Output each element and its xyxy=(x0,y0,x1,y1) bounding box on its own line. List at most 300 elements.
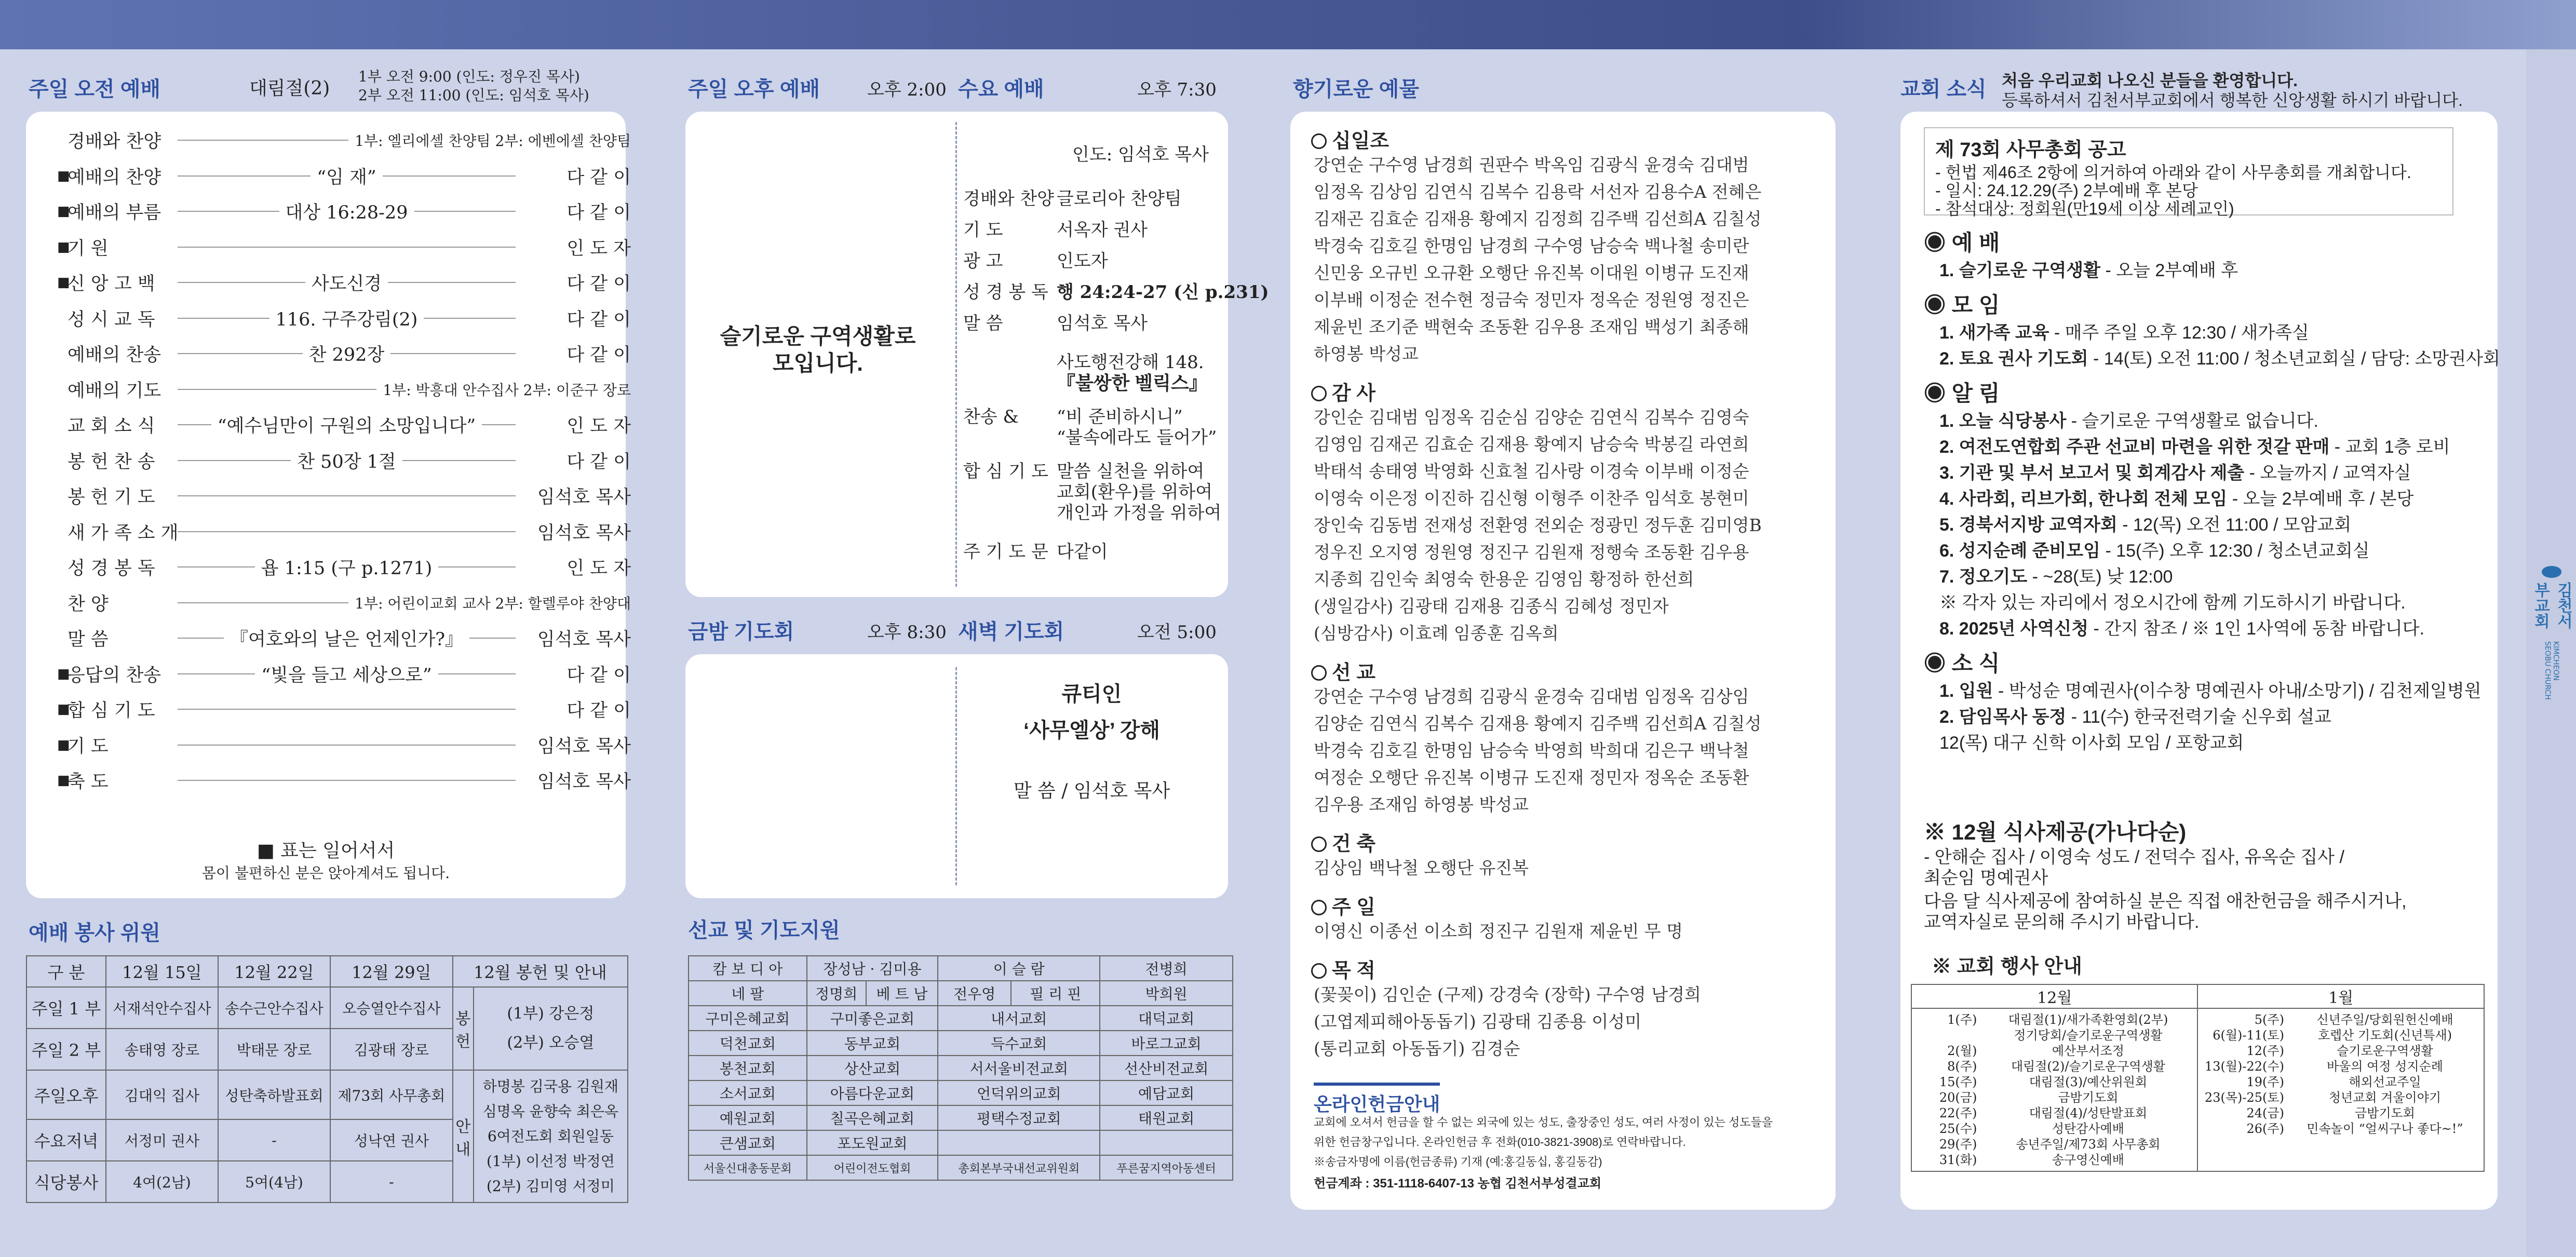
offering-names: (꽃꽂이) 김인순 (구제) 강경숙 (장학) 구수영 남경희 xyxy=(1314,984,1701,1005)
news-item-heading: 1. 슬기로운 구역생활 xyxy=(1939,261,2100,280)
team-cell: 서정미 권사 xyxy=(106,1119,218,1161)
mission-cell: 큰샘교회 xyxy=(689,1130,807,1155)
news-item xyxy=(1939,344,2500,370)
service-team-title: 예배 봉사 위원 xyxy=(29,922,161,944)
offering-names: 김상임 백낙철 오행단 유진복 xyxy=(1314,858,1529,878)
order-row xyxy=(57,729,631,761)
standing-marker: ■ xyxy=(57,168,70,184)
leader-line xyxy=(402,460,516,461)
news-item xyxy=(1939,432,2450,458)
mission-cell: 네 팔 xyxy=(689,981,807,1006)
event-entry: 13(월)-22(수) xyxy=(2204,1059,2284,1074)
order-leader: 다 같 이 xyxy=(567,665,631,686)
morning-time-1: 1부 오전 9:00 (인도: 정우진 목사) xyxy=(358,68,580,85)
order-label: 말 씀 xyxy=(68,629,109,650)
news-item-heading: 2. 담임목사 동정 xyxy=(1939,707,2067,727)
annae-entry: (2부) 김미영 서정미 xyxy=(486,1177,615,1195)
wednesday-time: 오후 7:30 xyxy=(1137,79,1217,100)
offering-group xyxy=(1311,125,1389,153)
event-entry: 정기당회/슬기로운구역생활 xyxy=(2014,1028,2163,1043)
order-leader: 다 같 이 xyxy=(567,309,631,330)
order-leader: 임석호 목사 xyxy=(537,487,631,508)
mission-cell xyxy=(938,1130,1100,1155)
news-section-head: ◉ 모 임 xyxy=(1924,293,2000,317)
order-label: 기 도 xyxy=(68,736,109,757)
leader-line xyxy=(178,247,516,248)
annae-entry: 심명옥 윤향숙 최은옥 xyxy=(482,1102,618,1120)
event-entry: 대림절(3)/예산위원회 xyxy=(2029,1075,2148,1089)
team-header: 12월 22일 xyxy=(218,956,330,987)
news-item-detail: - 오늘까지 / 교역자실 xyxy=(2244,463,2411,483)
top-banner xyxy=(0,0,2576,49)
team-cell: 4여(2남) xyxy=(106,1161,218,1202)
offering-names: 박태석 송태영 박영화 신효철 김사랑 이경숙 이부배 이정순 xyxy=(1314,461,1749,481)
order-row xyxy=(57,125,631,156)
radio-bullet-icon xyxy=(1311,386,1327,401)
order-label: 성 경 봉 독 xyxy=(68,558,155,579)
annae-label: 안내 xyxy=(453,1070,474,1202)
event-entry: 대림절(1)/새가족환영회(2부) xyxy=(2008,1012,2168,1027)
team-row-label: 주일오후 xyxy=(26,1070,106,1119)
dawn-line-1: 큐티인 xyxy=(1061,683,1122,706)
team-row-label: 주일 2 부 xyxy=(26,1029,106,1070)
offering-names: 이영숙 이은정 이진하 김신형 이형주 이찬주 임석호 봉현미 xyxy=(1314,488,1749,508)
news-item xyxy=(1939,614,2424,640)
order-leader: 다 같 이 xyxy=(567,700,631,721)
team-cell: 서재석안수집사 xyxy=(106,987,218,1029)
prayer-item: 개인과 가정을 위하여 xyxy=(1057,503,1222,523)
team-cell: 5여(4남) xyxy=(218,1161,330,1202)
meal-line: 최순임 명예권사 xyxy=(1924,868,2048,888)
team-cell: 박태문 장로 xyxy=(218,1029,330,1070)
notice-title: 제 73회 사무총회 공고 xyxy=(1935,139,2126,161)
news-item-heading: 7. 정오기도 xyxy=(1939,567,2028,587)
order-label: 찬 양 xyxy=(68,593,109,615)
order-label: 경배와 찬양 xyxy=(68,131,161,152)
team-cell: 송태영 장로 xyxy=(106,1029,218,1070)
wednesday-value: 인도자 xyxy=(1057,251,1108,272)
morning-title: 주일 오전 예배 xyxy=(29,78,161,101)
events-month: 12월 xyxy=(1911,984,2197,1008)
event-entry xyxy=(2288,1152,2481,1168)
standing-marker: ■ xyxy=(57,701,70,717)
offering-names: 지종희 김인숙 최영숙 한용운 김영임 황정하 한선희 xyxy=(1314,569,1694,589)
event-entry: 대림절(2)/슬기로운구역생활 xyxy=(2011,1059,2165,1074)
news-item-heading: 5. 경북서지방 교역자회 xyxy=(1939,515,2118,535)
order-label: 봉 헌 기 도 xyxy=(68,487,155,508)
news-item-heading: 1. 오늘 식당봉사 xyxy=(1939,411,2067,431)
event-entry xyxy=(2200,1137,2284,1152)
event-entry xyxy=(1914,1028,1977,1043)
standing-marker: ■ xyxy=(57,275,70,290)
news-item-detail: - 오늘 2부예배 후 xyxy=(2100,261,2238,280)
mission-cell: 선산비전교회 xyxy=(1100,1056,1233,1080)
offering-names: (고엽제피해아동돕기) 김광태 김종용 이성미 xyxy=(1314,1011,1642,1032)
news-item-heading: 8. 2025년 사역신청 xyxy=(1939,619,2089,639)
news-item xyxy=(1939,536,2370,562)
mission-cell: 언덕위의교회 xyxy=(938,1080,1100,1105)
order-row xyxy=(57,303,631,334)
mission-cell: 포도원교회 xyxy=(807,1130,938,1155)
leader-line xyxy=(390,353,516,354)
news-item-detail: - 교회 1층 로비 xyxy=(2329,437,2450,457)
sermon-title: 『불쌍한 벨릭스』 xyxy=(1057,372,1208,394)
bongheon-entry: (2부) 오승열 xyxy=(507,1034,595,1052)
event-entry: 8(주) xyxy=(1947,1059,1977,1074)
news-item-heading: 4. 사라회, 리브가회, 한나회 전체 모임 xyxy=(1939,489,2228,509)
offering-names: 임정옥 김상임 김연식 김복수 김용락 서선자 김용수A 전혜은 xyxy=(1314,182,1762,202)
logo-name: 김천서부교회 xyxy=(2531,582,2572,629)
news-item-detail: ※ 각자 있는 자리에서 정오시간에 함께 기도하시기 바랍니다. xyxy=(1939,593,2406,613)
prayer-item: 말씀 실천을 위하여 xyxy=(1057,461,1205,482)
radio-bullet-icon xyxy=(1311,133,1327,149)
offerings-title: 향기로운 예물 xyxy=(1293,78,1419,101)
afternoon-line-2: 모입니다. xyxy=(773,351,863,375)
offering-names: 장인숙 김동범 전재성 전환영 전외순 정광민 정두훈 김미영B xyxy=(1314,515,1762,535)
hymn-1: “비 준비하시니” xyxy=(1057,407,1183,427)
news-item-heading: 6. 성지순례 준비모임 xyxy=(1939,541,2100,561)
event-entry: 31(화) xyxy=(1939,1153,1977,1167)
leader-line xyxy=(178,566,255,567)
leader-line xyxy=(178,602,348,603)
mission-cell: 전우영 xyxy=(938,981,1011,1006)
news-title: 교회 소식 xyxy=(1900,78,1987,101)
general-meeting-notice xyxy=(1924,127,2453,218)
mission-cell: 평택수정교회 xyxy=(938,1105,1100,1130)
mission-cell: 대덕교회 xyxy=(1100,1006,1233,1031)
order-content: 116. 구주강림(2) xyxy=(275,309,418,330)
order-row xyxy=(57,409,631,440)
wednesday-label: 광 고 xyxy=(963,251,1003,272)
annae-list xyxy=(474,1070,628,1202)
news-item-heading: 1. 입원 xyxy=(1939,681,1993,701)
order-leader: 다 같 이 xyxy=(567,167,631,188)
events-month: 1월 xyxy=(2197,984,2484,1008)
event-entry: 바울의 여정 성지순례 xyxy=(2327,1059,2443,1074)
order-label: 예배의 찬양 xyxy=(68,167,161,188)
mission-cell: 덕천교회 xyxy=(689,1031,807,1056)
event-entry: 금밤기도회 xyxy=(2355,1106,2415,1120)
meal-line: 다음 달 식사제공에 참여하실 분은 직접 애찬헌금을 해주시거나, xyxy=(1924,891,2407,911)
leader-line xyxy=(438,566,516,567)
leader-line xyxy=(178,709,516,710)
event-entry: 호렙산 기도회(신년특새) xyxy=(2317,1028,2452,1043)
offering-names: 김우용 조재임 하영봉 박성교 xyxy=(1314,794,1529,815)
order-content: 찬 50장 1절 xyxy=(297,451,396,472)
event-entry: 29(주) xyxy=(1939,1137,1977,1152)
news-item xyxy=(1939,484,2413,510)
mission-cell: 구미좋은교회 xyxy=(807,1006,938,1031)
offering-names: 김재곤 김효순 김재용 황예지 김정희 김주백 김선희A 김칠성 xyxy=(1314,209,1762,229)
news-item-heading: 1. 새가족 교육 xyxy=(1939,323,2049,343)
friday-title: 금밤 기도회 xyxy=(688,620,794,643)
mission-cell: 상산교회 xyxy=(807,1056,938,1080)
news-item xyxy=(1939,256,2238,281)
events-table xyxy=(1911,984,2485,1172)
mission-cell: 박희원 xyxy=(1100,981,1233,1006)
team-cell: - xyxy=(218,1119,330,1161)
mission-cell: 태원교회 xyxy=(1100,1105,1233,1130)
order-leader: 1부: 박흥대 안수집사 2부: 이준구 장로 xyxy=(383,381,631,399)
order-leader: 임석호 목사 xyxy=(537,629,631,650)
team-cell: 김광태 장로 xyxy=(330,1029,453,1070)
event-entry: 민속놀이 “얼씨구나 좋다~!” xyxy=(2307,1121,2463,1136)
mission-cell: 총회본부국내선교위원회 xyxy=(938,1155,1100,1180)
online-offering-title: 온라인헌금안내 xyxy=(1314,1083,1440,1116)
order-row xyxy=(57,587,631,618)
afternoon-time: 오후 2:00 xyxy=(867,79,947,100)
dawn-time: 오전 5:00 xyxy=(1137,622,1217,643)
mission-cell: 동부교회 xyxy=(807,1031,938,1056)
news-item-detail: - 매주 주일 오후 12:30 / 새가족실 xyxy=(2049,323,2309,343)
offering-names: 이부배 이정순 전수현 정금숙 정민자 정옥순 정원영 정진은 xyxy=(1314,290,1749,310)
news-item-detail: - ~28(토) 낮 12:00 xyxy=(2027,567,2173,587)
order-row xyxy=(57,267,631,298)
team-cell: 제73회 사무총회 xyxy=(330,1070,453,1119)
order-label: 응답의 찬송 xyxy=(68,665,161,686)
news-section-head: ◉ 소 식 xyxy=(1924,651,2000,675)
wednesday-label: 기 도 xyxy=(963,220,1003,240)
dawn-title: 새벽 기도회 xyxy=(958,620,1064,643)
order-content: “빛을 들고 세상으로” xyxy=(261,665,432,686)
event-entry: 6(월)-11(토) xyxy=(2213,1028,2284,1043)
offering-names: 강연순 구수영 남경희 권판수 박옥임 김광식 윤경숙 김대범 xyxy=(1314,155,1749,175)
meal-line: 교역자실로 문의해 주시기 바랍니다. xyxy=(1924,912,2200,932)
hymn-label: 찬송 & xyxy=(963,407,1019,427)
events-title: ※ 교회 행사 안내 xyxy=(1932,956,2082,978)
afternoon-line-1: 슬기로운 구역생활로 xyxy=(720,324,916,348)
offering-names: 강인순 김대범 임정옥 김순심 김양순 김연식 김복수 김영숙 xyxy=(1314,407,1749,427)
order-leader: 인 도 자 xyxy=(567,238,631,259)
dawn-line-2: ‘사무엘상’ 강해 xyxy=(1023,719,1160,742)
offering-group xyxy=(1311,656,1375,685)
church-logo xyxy=(2531,566,2572,701)
mission-cell: 칠곡은혜교회 xyxy=(807,1105,938,1130)
offering-group-name: 주 일 xyxy=(1332,897,1375,918)
mission-cell: 예원교회 xyxy=(689,1105,807,1130)
order-content: 찬 292장 xyxy=(308,345,385,366)
order-label: 봉 헌 찬 송 xyxy=(68,451,155,472)
event-entry: 22(주) xyxy=(1939,1106,1977,1120)
news-card xyxy=(1900,112,2498,1210)
event-entry: 5(주) xyxy=(2254,1012,2284,1027)
event-entry: 해외선교주일 xyxy=(2349,1075,2421,1089)
online-offering-note: ※송금자명에 이름(헌금종류) 기재 (예:홍길동십, 홍길동감) xyxy=(1314,1155,1602,1168)
leader-line xyxy=(178,460,291,461)
leader-line xyxy=(383,175,516,177)
mission-cell: 이 슬 람 xyxy=(938,956,1100,981)
team-cell: - xyxy=(330,1161,453,1202)
news-item-heading: 3. 기관 및 부서 보고서 및 회계감사 제출 xyxy=(1939,463,2245,483)
order-row xyxy=(57,338,631,369)
event-entry: 24(금) xyxy=(2246,1106,2284,1120)
team-header: 12월 15일 xyxy=(106,956,218,987)
sitting-note: 몸이 불편하신 분은 앉아계셔도 됩니다. xyxy=(201,864,450,882)
morning-time-2: 2부 오전 11:00 (인도: 임석호 목사) xyxy=(358,87,589,104)
leader-line xyxy=(178,424,211,425)
offering-names: 김영임 김재곤 김효순 김재용 황예지 남승숙 박봉길 라연희 xyxy=(1314,434,1749,454)
event-entry: 2(월) xyxy=(1947,1044,1977,1058)
news-item-detail: - 간지 참조 / ※ 1인 1사역에 동참 바랍니다. xyxy=(2088,619,2424,639)
leader-line xyxy=(178,140,348,141)
wednesday-leader: 인도: 임석호 목사 xyxy=(1072,144,1209,165)
mission-cell: 내서교회 xyxy=(938,1006,1100,1031)
event-entry: 대림절(4)/성탄발표회 xyxy=(2029,1106,2148,1120)
event-entry: 성탄감사예배 xyxy=(2052,1121,2124,1136)
event-entry: 송구영신예배 xyxy=(2052,1153,2124,1167)
bongheon-list xyxy=(474,987,628,1070)
annae-entry: 하명봉 김국용 김원재 xyxy=(482,1077,618,1095)
event-entry: 1(주) xyxy=(1947,1012,1977,1027)
offering-names: (심방감사) 이효례 임종훈 김옥희 xyxy=(1314,623,1559,643)
leader-line xyxy=(482,424,516,425)
offering-group-name: 선 교 xyxy=(1332,662,1375,684)
mission-cell: 베 트 남 xyxy=(866,981,938,1006)
news-item-heading: 2. 여전도연합회 주관 선교비 마련을 위한 젓갈 판매 xyxy=(1939,437,2330,457)
event-entry: 금밤기도회 xyxy=(2058,1090,2119,1105)
leader-line xyxy=(178,211,279,212)
leader-line xyxy=(178,175,311,177)
radio-bullet-icon xyxy=(1311,900,1327,915)
mission-cell: 필 리 핀 xyxy=(1011,981,1100,1006)
team-row-label: 식당봉사 xyxy=(26,1161,106,1202)
event-entry: 슬기로운구역생활 xyxy=(2337,1044,2433,1058)
offering-names: 정우진 오지영 정원영 정진구 김원재 정행숙 조동환 김우용 xyxy=(1314,542,1749,562)
news-item xyxy=(1939,677,2481,702)
leader-line xyxy=(178,318,269,319)
wednesday-label: 성 경 봉 독 xyxy=(963,282,1048,303)
friday-dawn-card xyxy=(685,654,1228,898)
order-row xyxy=(57,196,631,227)
annae-entry: (1부) 이선정 박정연 xyxy=(486,1152,615,1170)
welcome-line-1: 처음 우리교회 나오신 분들을 환영합니다. xyxy=(2002,71,2298,90)
order-row xyxy=(57,232,631,263)
order-label: 예배의 부름 xyxy=(68,202,161,223)
event-entry: 송년주일/제73회 사무총회 xyxy=(2016,1137,2161,1152)
order-row xyxy=(57,658,631,690)
order-leader: 다 같 이 xyxy=(567,451,631,472)
order-row xyxy=(57,694,631,725)
offering-group xyxy=(1311,828,1375,856)
leader-line xyxy=(178,531,516,532)
offering-names: 이영신 이종선 이소희 정진구 김원재 제윤빈 무 명 xyxy=(1314,921,1683,941)
offering-names: 신민웅 오규빈 오규환 오행단 유진복 이대원 이병규 도진재 xyxy=(1314,263,1749,283)
online-offering-text: 위한 헌금창구입니다. 온라인헌금 후 전화(010-3821-3908)로 연락바랍니다. xyxy=(1314,1136,1686,1148)
radio-bullet-icon xyxy=(1311,665,1327,681)
order-label: 신 앙 고 백 xyxy=(68,274,155,294)
order-leader: 임석호 목사 xyxy=(537,736,631,757)
mission-cell: 득수교회 xyxy=(938,1031,1100,1056)
news-item xyxy=(1939,407,2318,432)
notice-line: - 참석대상: 정회원(만19세 이상 세례교인) xyxy=(1935,199,2234,218)
leader-line xyxy=(438,673,516,674)
order-row xyxy=(57,551,631,583)
offering-names: (통리교회 아동돕기) 김경순 xyxy=(1314,1038,1520,1059)
event-entry: 신년주일/당회원헌신예배 xyxy=(2316,1012,2453,1027)
mission-cell: 정명희 xyxy=(807,981,866,1006)
event-entry: 예산부서조정 xyxy=(2052,1044,2124,1058)
wednesday-title: 수요 예배 xyxy=(958,78,1044,101)
order-leader: 1부: 엘리에셀 찬양팀 2부: 에벤에셀 찬양팀 xyxy=(355,132,631,150)
news-item xyxy=(1939,728,2244,754)
offering-group-name: 감 사 xyxy=(1332,383,1375,404)
order-label: 예배의 기도 xyxy=(68,380,161,401)
standing-marker: ■ xyxy=(57,737,70,753)
news-item-detail: - 오늘 2부예배 후 / 본당 xyxy=(2227,489,2414,509)
mission-cell: 소서교회 xyxy=(689,1080,807,1105)
leader-line xyxy=(388,282,516,283)
order-label: 새 가 족 소 개 xyxy=(68,522,179,544)
order-leader: 인 도 자 xyxy=(567,558,631,579)
standing-marker: ■ xyxy=(57,239,70,255)
order-row xyxy=(57,623,631,654)
order-label: 교 회 소 식 xyxy=(68,416,155,437)
wednesday-value: 서옥자 권사 xyxy=(1057,220,1148,240)
order-row xyxy=(57,765,631,796)
mission-cell: 어린이전도협회 xyxy=(807,1155,938,1180)
notice-line: - 일시: 24.12.29(주) 2부예배 후 본당 xyxy=(1935,181,2198,200)
afternoon-wednesday-card xyxy=(685,112,1269,597)
order-leader: 인 도 자 xyxy=(567,416,631,437)
leader-line xyxy=(469,638,516,639)
mission-cell: 장성남 · 김미용 xyxy=(807,956,938,981)
offering-names: 제윤빈 조기준 백현숙 조동환 김우용 조재임 백성기 최종해 xyxy=(1314,317,1749,337)
order-label: 합 심 기 도 xyxy=(68,700,155,721)
wednesday-label: 말 씀 xyxy=(963,313,1003,334)
mission-cell: 서울신대총동문회 xyxy=(689,1155,807,1180)
order-content: “예수님만이 구원의 소망입니다” xyxy=(217,416,476,437)
leader-line xyxy=(178,638,224,639)
order-label: 예배의 찬송 xyxy=(68,345,161,366)
sermon-series: 사도행전강해 148. xyxy=(1057,352,1204,373)
offerings-card xyxy=(1290,112,1836,1210)
order-row xyxy=(57,374,631,405)
hymn-2: “불속에라도 들어가” xyxy=(1057,427,1217,448)
wednesday-value: 글로리아 찬양팀 xyxy=(1057,188,1182,209)
order-leader: 1부: 어린이교회 교사 2부: 할렐루야 찬양대 xyxy=(355,594,631,612)
order-content: 욥 1:15 (구 p.1271) xyxy=(261,558,433,579)
mission-cell: 전병희 xyxy=(1100,956,1233,981)
news-section-head: ◉ 알 림 xyxy=(1924,381,2000,406)
leader-line xyxy=(178,780,516,781)
order-leader: 다 같 이 xyxy=(567,345,631,366)
offering-names: 여정순 오행단 유진복 이병규 도진재 정민자 정옥순 조동환 xyxy=(1314,767,1749,788)
leader-line xyxy=(178,745,516,746)
team-cell: 송수근안수집사 xyxy=(218,987,330,1029)
news-item xyxy=(1939,588,2406,614)
news-item-heading: 2. 토요 권사 기도회 xyxy=(1939,349,2088,369)
event-entry: 25(수) xyxy=(1939,1121,1977,1136)
leader-line xyxy=(178,673,255,674)
offering-names: 김양순 김연식 김복수 김재용 황예지 김주백 김선희A 김칠성 xyxy=(1314,713,1762,734)
morning-season: 대림절(2) xyxy=(249,78,330,99)
team-header: 12월 29일 xyxy=(330,956,453,987)
mission-cell: 바로그교회 xyxy=(1100,1031,1233,1056)
standing-marker: ■ xyxy=(57,773,70,788)
order-content: 『여호와의 날은 언제인가?』 xyxy=(230,629,464,650)
event-entry: 20(금) xyxy=(1939,1090,1977,1105)
order-row xyxy=(57,160,631,192)
news-item xyxy=(1939,562,2173,588)
lords-prayer-label: 주 기 도 문 xyxy=(963,542,1048,562)
team-header: 12월 봉헌 및 안내 xyxy=(453,956,628,987)
order-leader: 임석호 목사 xyxy=(537,772,631,792)
event-entry: 12(주) xyxy=(2246,1044,2284,1058)
welcome-line-2: 등록하셔서 김천서부교회에서 행복한 신앙생활 하시기 바랍니다. xyxy=(2002,91,2463,110)
order-content: “임 재” xyxy=(317,167,376,188)
annae-entry: 6여전도회 회원일동 xyxy=(487,1127,614,1145)
news-item-detail: - 14(토) 오전 11:00 / 청소년교회실 / 담당: 소망권사회 xyxy=(2088,349,2500,369)
